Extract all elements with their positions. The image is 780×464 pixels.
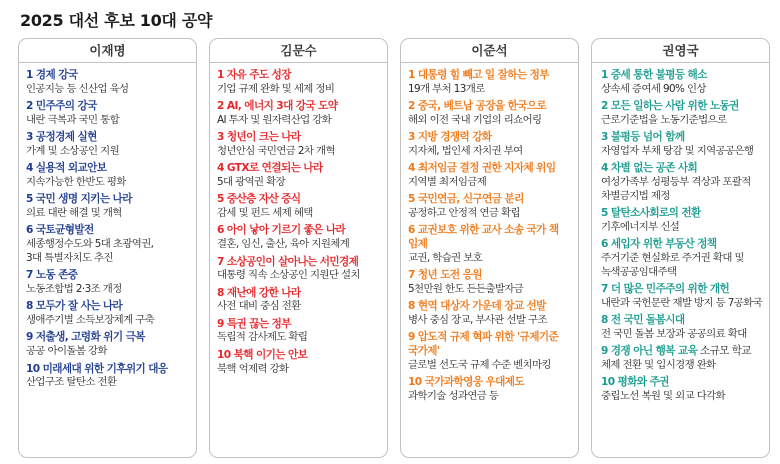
pledge-title: 9 압도적 규제 혁파 위한 '규제기준 <box>408 331 559 344</box>
candidate-name: 권영국 <box>592 39 769 63</box>
pledge-title: 2 민주주의 강국 <box>26 100 97 113</box>
pledge-description: 5대 광역권 확장 <box>217 175 286 188</box>
pledge-description: 5천만원 한도 든든출발자금 <box>408 282 524 295</box>
pledge-description: 공정하고 안정적 연금 확립 <box>408 207 520 220</box>
pledge-title: 4 최저임금 결정 권한 지자체 위임 <box>408 162 556 175</box>
pledge-title: 6 국토균형발전 <box>26 224 94 237</box>
pledge-item <box>601 314 769 341</box>
pledge-description: 결혼, 임신, 출산, 육아 지원체계 <box>217 238 350 251</box>
pledge-description: 세종행정수도와 5대 초광역권, <box>26 238 154 251</box>
pledge-description: 내란 극복과 국민 통합 <box>26 113 120 126</box>
pledge-description: 소규모 학교 <box>697 345 751 358</box>
pledge-item <box>408 331 578 372</box>
pledge-item <box>217 224 387 251</box>
pledge-description: 상속세 증여세 90% 인상 <box>601 82 706 95</box>
pledge-item <box>26 131 196 158</box>
pledge-list <box>19 63 196 390</box>
pledge-item <box>217 162 387 189</box>
candidate-name: 이준석 <box>401 39 578 63</box>
pledge-description: 의료 대란 해결 및 개혁 <box>26 207 122 220</box>
pledge-title: 7 노동 존중 <box>26 269 78 282</box>
pledge-title: 임제 <box>408 238 428 251</box>
pledge-item <box>408 193 578 220</box>
pledge-description: 과학기술 성과연금 등 <box>408 389 499 402</box>
pledge-description: 차별금지법 제정 <box>601 189 670 202</box>
pledge-title: 1 자유 주도 성장 <box>217 69 291 81</box>
pledge-description: 대통령 직속 소상공인 지원단 설치 <box>217 269 360 282</box>
pledge-description: AI 투자 및 원자력산업 강화 <box>217 113 332 126</box>
pledge-title: 3 지방 경쟁력 강화 <box>408 131 492 144</box>
pledge-list <box>592 63 769 404</box>
pledge-description: 지자체, 법인세 자치권 부여 <box>408 144 523 157</box>
candidate-name: 이재명 <box>19 39 196 63</box>
pledge-description: 중립노선 복원 및 외교 다각화 <box>601 389 726 402</box>
pledge-description: 전 국민 돌봄 보장과 공공의료 확대 <box>601 327 747 340</box>
pledge-item <box>408 162 578 189</box>
pledge-title: 국가제' <box>408 345 440 358</box>
pledge-item <box>408 100 578 127</box>
pledge-description: 사전 대비 중심 전환 <box>217 300 301 313</box>
pledge-item <box>601 207 769 234</box>
pledge-description: 자영업자 부채 탕감 및 지역공공은행 <box>601 144 754 157</box>
pledge-item <box>217 69 387 96</box>
pledge-item <box>26 193 196 220</box>
pledge-description: 녹색공공임대주택 <box>601 265 677 278</box>
pledge-description: 지속가능한 한반도 평화 <box>26 175 126 188</box>
pledge-item <box>26 331 196 358</box>
page-title: 2025 대선 후보 10대 공약 <box>20 11 213 30</box>
pledge-title: 2 중국, 베트남 공장을 한국으로 <box>408 100 547 113</box>
pledge-description: 근로기준법을 노동기준법으로 <box>601 113 727 126</box>
pledge-description: 산업구조 탈탄소 전환 <box>26 376 117 389</box>
pledge-description: 병사 중심 장교, 부사관 선발 구조 <box>408 314 547 327</box>
pledge-title: 8 전 국민 돌봄시대 <box>601 314 685 327</box>
pledge-item <box>26 69 196 96</box>
pledge-item <box>217 100 387 127</box>
pledge-item <box>408 376 578 403</box>
pledge-item <box>601 69 769 96</box>
pledge-title: 7 청년 도전 응원 <box>408 269 482 282</box>
pledge-description: 해외 이전 국내 기업의 리쇼어링 <box>408 113 542 126</box>
pledge-title: 6 세입자 위한 부동산 정책 <box>601 238 717 251</box>
pledge-item <box>601 345 769 372</box>
pledge-description: 체제 전환 및 입시경쟁 완화 <box>601 358 716 371</box>
pledge-description: 공공 아이돌봄 강화 <box>26 345 107 358</box>
pledge-item <box>26 162 196 189</box>
pledge-item <box>408 224 578 265</box>
pledge-title: 8 재난에 강한 나라 <box>217 286 301 299</box>
pledge-title: 6 교권보호 위한 교사 소송 국가 책 <box>408 224 559 237</box>
pledge-title: 1 대통령 힘 빼고 일 잘하는 정부 <box>408 69 549 81</box>
pledge-item <box>408 300 578 327</box>
pledge-item <box>26 363 196 390</box>
pledge-description: 기후에너지부 신설 <box>601 220 680 233</box>
pledge-title: 9 경쟁 아닌 행복 교육 소규모 학교 <box>601 345 751 358</box>
pledge-description: 생애주기별 소득보장체계 구축 <box>26 314 155 327</box>
pledge-title: 3 공정경제 실현 <box>26 131 97 144</box>
pledge-title: 8 모두가 잘 사는 나라 <box>26 300 123 313</box>
pledge-title: 6 아이 낳아 기르기 좋은 나라 <box>217 224 346 237</box>
pledge-title: 2 모든 일하는 사람 위한 노동권 <box>601 100 739 113</box>
pledge-title: 10 국가과학영웅 우대제도 <box>408 376 525 389</box>
pledge-list <box>401 63 578 404</box>
pledge-description: 독립적 감사제도 확립 <box>217 331 308 344</box>
pledge-description: 기업 규제 완화 및 세제 정비 <box>217 82 335 95</box>
candidate-name: 김문수 <box>210 39 387 63</box>
pledge-item <box>26 300 196 327</box>
pledge-item <box>408 269 578 296</box>
pledge-title: 1 경제 강국 <box>26 69 78 81</box>
pledge-title: 5 국민연금, 신구연금 분리 <box>408 193 524 206</box>
pledge-item <box>601 238 769 279</box>
pledge-item <box>601 283 769 310</box>
pledge-item <box>217 349 387 376</box>
pledge-description: 글로벌 선도국 규제 수준 벤치마킹 <box>408 358 551 371</box>
pledge-title: 5 탈탄소사회로의 전환 <box>601 207 701 220</box>
pledge-description: 교권, 학습권 보호 <box>408 251 483 264</box>
candidate-column <box>209 38 388 458</box>
pledge-item <box>601 162 769 203</box>
pledge-description: 19개 부처 13개로 <box>408 82 485 95</box>
pledge-description: 가계 및 소상공인 지원 <box>26 144 120 157</box>
pledge-item <box>601 100 769 127</box>
pledge-title: 10 미래세대 위한 기후위기 대응 <box>26 362 168 375</box>
candidate-column <box>400 38 579 458</box>
pledge-title: 7 소상공인이 살아나는 서민경제 <box>217 255 359 268</box>
pledge-item <box>217 256 387 283</box>
pledge-item <box>408 131 578 158</box>
pledge-title: 3 청년이 크는 나라 <box>217 131 301 144</box>
pledge-description: 감세 및 펀드 세제 혜택 <box>217 207 313 220</box>
pledge-title: 1 증세 통한 불평등 해소 <box>601 69 707 81</box>
pledge-title: 5 국민 생명 지키는 나라 <box>26 193 132 206</box>
pledge-item <box>26 100 196 127</box>
pledge-description: 노동조합법 2·3조 개정 <box>26 282 122 295</box>
pledge-list <box>210 63 387 376</box>
pledge-item <box>217 318 387 345</box>
pledge-description: 북핵 억제력 강화 <box>217 362 289 375</box>
pledge-item <box>408 69 578 96</box>
candidate-column <box>591 38 770 458</box>
pledge-title: 4 차별 없는 공존 사회 <box>601 162 698 175</box>
pledge-item <box>217 193 387 220</box>
pledge-title: 9 저출생, 고령화 위기 극복 <box>26 331 145 344</box>
pledge-title: 4 GTX로 연결되는 나라 <box>217 162 323 175</box>
pledge-item <box>601 131 769 158</box>
pledge-description: 3대 특별자치도 추진 <box>26 251 113 264</box>
pledge-item <box>26 269 196 296</box>
pledge-item <box>26 224 196 265</box>
pledge-description: 내란과 국헌문란 재발 방지 등 7공화국 <box>601 296 763 309</box>
pledge-title: 7 더 많은 민주주의 위한 개헌 <box>601 282 730 295</box>
candidate-column <box>18 38 197 458</box>
pledge-title: 9 특권 끊는 정부 <box>217 317 291 330</box>
pledge-title: 4 실용적 외교안보 <box>26 162 107 175</box>
pledge-description: 주거기준 현실화로 주거권 확대 및 <box>601 251 744 264</box>
pledge-description: 여성가족부 성평등부 격상과 포괄적 <box>601 175 751 188</box>
pledge-title: 5 중산층 자산 증식 <box>217 193 301 206</box>
pledge-item <box>217 287 387 314</box>
pledge-title: 2 AI, 에너지 3대 강국 도약 <box>217 100 338 113</box>
pledge-description: 지역별 최저임금제 <box>408 175 487 188</box>
pledge-table <box>18 38 770 458</box>
pledge-title: 8 현역 대상자 가운데 장교 선발 <box>408 300 546 313</box>
pledge-item <box>217 131 387 158</box>
pledge-title: 10 평화와 주권 <box>601 376 669 389</box>
pledge-description: 청년안심 국민연금 2차 개혁 <box>217 144 335 157</box>
pledge-title: 3 불평등 넘어 함께 <box>601 131 685 144</box>
pledge-item <box>601 376 769 403</box>
pledge-description: 인공지능 등 신산업 육성 <box>26 82 129 95</box>
pledge-title: 10 북핵 이기는 안보 <box>217 348 308 361</box>
